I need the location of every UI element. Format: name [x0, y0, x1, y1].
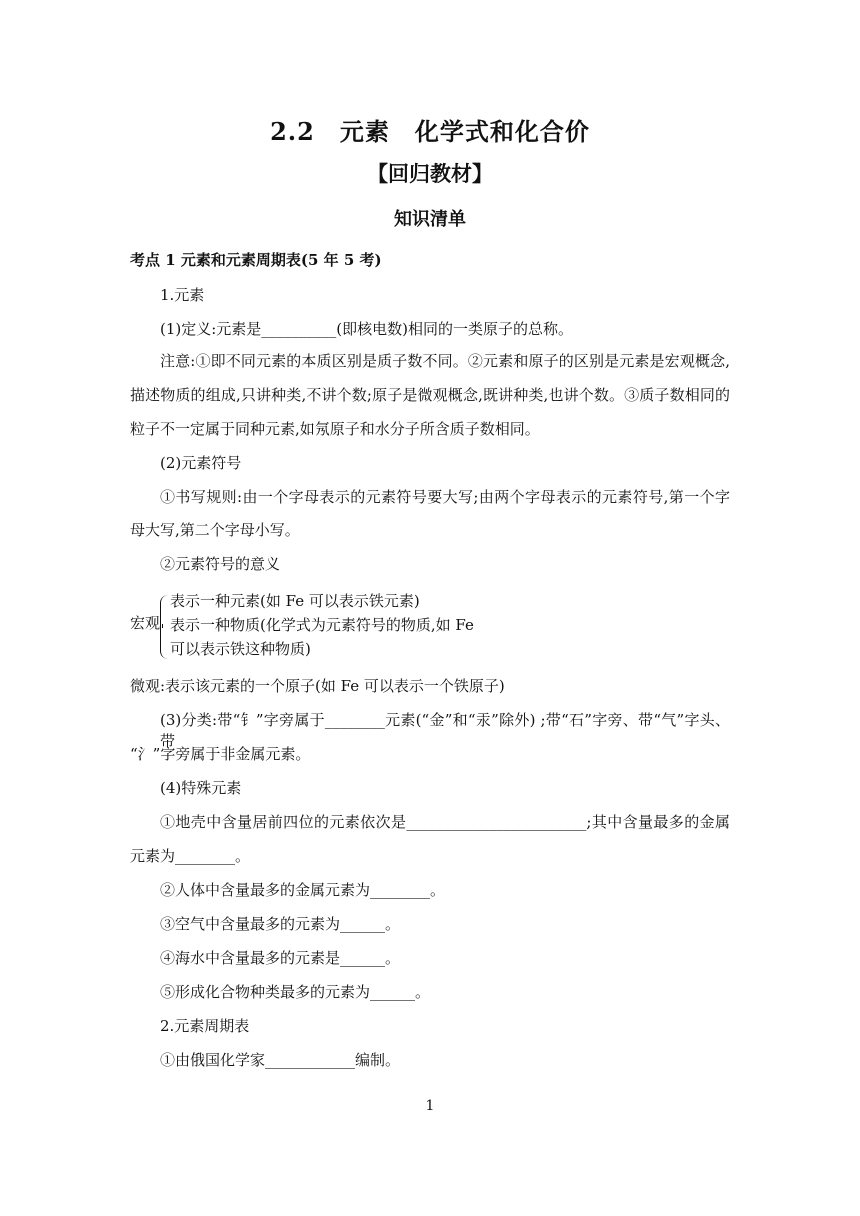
text-line: ⑤形成化合物种类最多的元素为______。 — [160, 983, 431, 1001]
section-heading: 知识清单 — [394, 209, 466, 230]
text-line: (3)分类:带“钅”字旁属于________元素(“金”和“汞”除外) ;带“石”字旁、带“气”字头、 带 — [160, 711, 730, 750]
macro-item: 表示一种元素(如 Fe 可以表示铁元素) — [170, 592, 420, 610]
text-line: 注意:①即不同元素的本质区别是质子数不同。②元素和原子的区别是元素是宏观概念, — [160, 352, 730, 370]
macro-label: 宏观 — [130, 614, 161, 632]
text-line: 描述物质的组成,只讲种类,不讲个数;原子是微观概念,既讲种类,也讲个数。③质子数相同的 — [130, 386, 730, 404]
text-line: ①地壳中含量居前四位的元素依次是________________________;其中含量最多的金属 — [160, 813, 730, 831]
text-line: 2.元素周期表 — [160, 1017, 250, 1035]
text-line: ②元素符号的意义 — [160, 555, 281, 573]
text-line: ③空气中含量最多的元素为______。 — [160, 915, 401, 933]
text-line: 粒子不一定属于同种元素,如氖原子和水分子所含质子数相同。 — [130, 420, 540, 438]
macro-item: 可以表示铁这种物质) — [170, 640, 311, 658]
text-line: (2)元素符号 — [160, 454, 242, 472]
text-line: 母大写,第二个字母小写。 — [130, 521, 300, 539]
page-title: 2.2 元素 化学式和化合价 — [270, 117, 590, 146]
brace-point — [156, 624, 163, 628]
text-line: (4)特殊元素 — [160, 779, 242, 797]
text-line: (1)定义:元素是__________(即核电数)相同的一类原子的总称。 — [160, 320, 574, 338]
text-line: “氵”字旁属于非金属元素。 — [130, 745, 311, 763]
text-line: ①书写规则:由一个字母表示的元素符号要大写;由两个字母表示的元素符号,第一个字 — [160, 488, 730, 506]
text-line: ①由俄国化学家____________编制。 — [160, 1051, 401, 1069]
text-line: 微观:表示该元素的一个原子(如 Fe 可以表示一个铁原子) — [130, 677, 505, 695]
text-line: 元素为________。 — [130, 847, 251, 865]
topic-heading: 考点 1 元素和元素周期表(5 年 5 考) — [130, 251, 382, 269]
page-subtitle: 【回归教材】 — [367, 161, 493, 186]
page-number: 1 — [425, 1098, 435, 1114]
text-line: ④海水中含量最多的元素是______。 — [160, 949, 401, 967]
text-line: 1.元素 — [160, 286, 205, 304]
macro-item: 表示一种物质(化学式为元素符号的物质,如 Fe — [170, 616, 474, 634]
text-line: ②人体中含量最多的金属元素为________。 — [160, 881, 446, 899]
